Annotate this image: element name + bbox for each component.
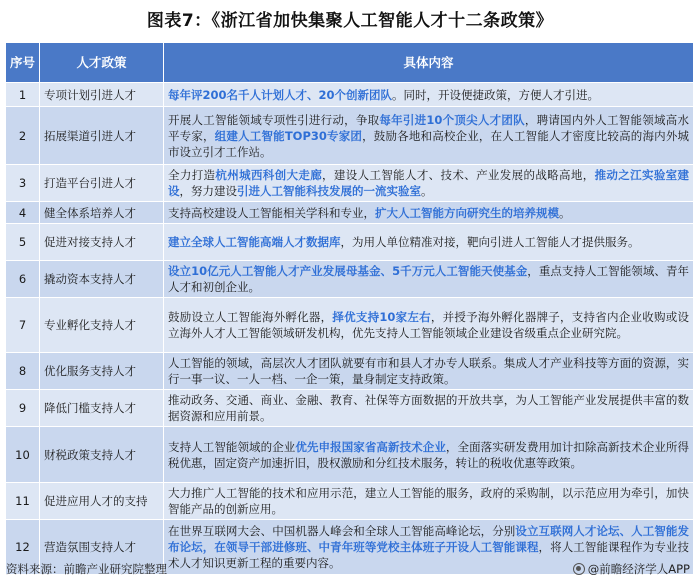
content-text: 大力推广人工智能的技术和应用示范，建立人工智能的服务，政府的采购制，以示范应用为牵引，加快智能产品的创新应用。 <box>168 486 689 516</box>
highlight-text: 优先申报国家省高新技术企业 <box>295 439 446 454</box>
content-text: 。 <box>421 184 433 198</box>
content-text: 推动政务、交通、商业、金融、教育、社保等方面数据的开放共享，为人工智能产业发展提供丰富的数据资源和应用前景。 <box>168 393 689 423</box>
header-content: 具体内容 <box>164 43 694 83</box>
row-number: 6 <box>6 261 40 298</box>
table-header-row <box>6 43 694 83</box>
policy-content <box>164 165 694 202</box>
content-text: 支持人工智能领域的企业 <box>168 439 296 454</box>
policy-content <box>164 483 694 520</box>
policy-name: 降低门槛支持人才 <box>40 390 164 427</box>
row-number: 3 <box>6 165 40 202</box>
highlight-text: 择优支持10家左右 <box>332 310 431 324</box>
content-text: 。同时，开设便捷政策，方便人才引进。 <box>392 87 600 102</box>
policy-content <box>164 390 694 427</box>
row-number: 4 <box>6 202 40 224</box>
policy-content <box>164 261 694 298</box>
policy-name: 专业孵化支持人才 <box>40 298 164 353</box>
content-text: ，建设人工智能人才、技术、产业发展的战略高地， <box>322 168 595 182</box>
policy-name: 财税政策支持人才 <box>40 427 164 483</box>
table-row <box>6 261 694 298</box>
content-text: 支持高校建设人工智能相关学科和专业， <box>168 205 375 220</box>
content-text: 鼓励设立人工智能海外孵化器， <box>168 310 333 324</box>
brand-logo-icon <box>573 563 585 575</box>
table-body <box>6 83 694 575</box>
content-text: ，为用人单位精准对接，靶向引进人工智能人才提供服务。 <box>340 235 640 249</box>
content-text: 全力打造 <box>168 168 216 182</box>
highlight-text: 推动之江实验室建设 <box>168 168 690 198</box>
highlight-text: 设立10亿元人工智能人才产业发展母基金、5千万元人工智能天使基金 <box>168 264 528 278</box>
highlight-text: 设立互联网人才论坛、人工智能发布论坛，在领导干部进修班、中青年班等党校主体班子开设人工智能课程 <box>168 524 690 554</box>
highlight-text: 扩大人工智能方向研究生的培养规模 <box>375 205 559 220</box>
content-text: ，将人工智能课程作为专业技术人才知识更新工程的重要内容。 <box>168 540 689 570</box>
highlight-text: 杭州城西科创大走廊 <box>215 168 323 182</box>
policy-content <box>164 224 694 261</box>
policy-name: 促进对接支持人才 <box>40 224 164 261</box>
table-row <box>6 353 694 390</box>
policy-name: 专项计划引进人才 <box>40 83 164 107</box>
source-note: 资料来源：前瞻产业研究院整理 <box>6 562 167 576</box>
table-row <box>6 390 694 427</box>
row-number: 12 <box>6 520 40 575</box>
row-number: 1 <box>6 83 40 107</box>
header-policy: 人才政策 <box>40 43 164 83</box>
highlight-text: 组建人工智能TOP30专家团 <box>214 128 363 143</box>
policy-table <box>5 42 694 575</box>
highlight-text: 每年评200名千人计划人才、20个创新团队 <box>168 87 393 102</box>
content-text: ，全面落实研发费用加计扣除高新技术企业所得税优惠，固定资产加速折旧，股权激励和分红技术服务，转让的税收优惠等政策。 <box>168 439 690 470</box>
policy-content <box>164 353 694 390</box>
policy-content <box>164 298 694 353</box>
row-number: 2 <box>6 107 40 165</box>
content-text: 人工智能的领域，高层次人才团队就要有市和县人才办专人联系。集成人才产业科技等方面的资源，实行一事一议、一人一档、一企一策，量身制定支持政策。 <box>168 356 689 386</box>
figure-title: 图表7：《浙江省加快集聚人工智能人才十二条政策》 <box>146 11 554 31</box>
highlight-text: 建立全球人工智能高端人才数据库 <box>168 235 341 249</box>
table-row <box>6 298 694 353</box>
content-text: ，努力建设 <box>179 184 237 198</box>
content-text: 。 <box>559 205 571 220</box>
table-row <box>6 202 694 224</box>
content-text: ，聘请国内外人工智能领域高水平专家， <box>168 112 689 143</box>
table-row <box>6 165 694 202</box>
policy-content <box>164 83 694 107</box>
policy-content <box>164 427 694 483</box>
row-number: 8 <box>6 353 40 390</box>
row-number: 5 <box>6 224 40 261</box>
policy-name: 营造氛围支持人才 <box>40 520 164 575</box>
table-row <box>6 427 694 483</box>
content-text: ，并授予海外孵化器牌子，支持省内企业收购或设立海外人才人工智能领域研发机构，优先支持人工智能领域企业建设省级重点企业研究院。 <box>168 310 689 340</box>
row-number: 11 <box>6 483 40 520</box>
table-row <box>6 107 694 165</box>
content-text: ，鼓励各地和高校企业，在人工智能人才密度比较高的海内外城市设立引才工作站。 <box>168 128 690 159</box>
brand-credit <box>573 561 690 577</box>
policy-name: 健全体系培养人才 <box>40 202 164 224</box>
highlight-text: 引进人工智能科技发展的一流实验室 <box>237 184 421 198</box>
table-row <box>6 483 694 520</box>
policy-name: 撬动资本支持人才 <box>40 261 164 298</box>
content-text: ，重点支持人工智能领域、青年人才和初创企业。 <box>168 264 689 294</box>
policy-content <box>164 202 694 224</box>
row-number: 10 <box>6 427 40 483</box>
policy-name: 促进应用人才的支持 <box>40 483 164 520</box>
policy-content <box>164 107 694 165</box>
policy-name: 优化服务支持人才 <box>40 353 164 390</box>
row-number: 7 <box>6 298 40 353</box>
brand-text: @前瞻经济学人APP <box>587 562 690 576</box>
highlight-text: 每年引进10个顶尖人才团队 <box>379 112 525 127</box>
table-row <box>6 83 694 107</box>
row-number: 9 <box>6 390 40 427</box>
table-row <box>6 224 694 261</box>
header-num: 序号 <box>6 43 40 83</box>
content-text: 在世界互联网大会、中国机器人峰会和全球人工智能高峰论坛，分别 <box>168 524 516 538</box>
policy-name: 拓展渠道引进人才 <box>40 107 164 165</box>
policy-name: 打造平台引进人才 <box>40 165 164 202</box>
content-text: 开展人工智能领域专项性引进行动，争取 <box>168 112 380 127</box>
